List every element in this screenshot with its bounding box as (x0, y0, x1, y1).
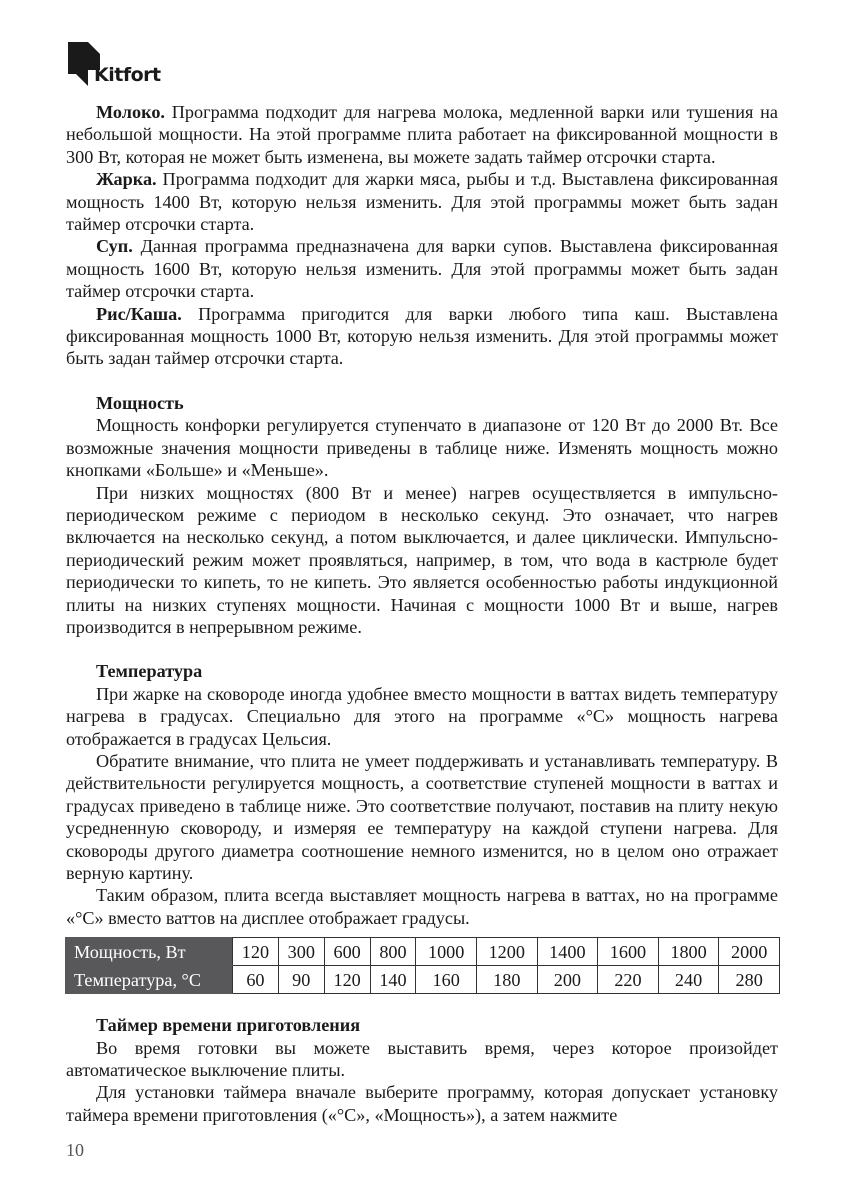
table-cell: 1200 (476, 938, 537, 966)
table-row-temperature (66, 966, 780, 994)
mode-milk (66, 101, 778, 168)
table-row-power (66, 938, 780, 966)
table-cell: 160 (416, 966, 477, 994)
table-cell: 1800 (658, 938, 719, 966)
mode-name: Рис/Каша. (96, 303, 182, 324)
mode-name: Молоко. (96, 102, 165, 122)
table-cell: 2000 (719, 938, 780, 966)
mode-text: Программа пригодится для варки любого типа каш. Выставлена фиксированная мощность 1000 Вт, которую нельзя изменить. Для этой программы может быть задан таймер отсрочки старта. (66, 303, 778, 369)
mode-name: Суп. (96, 236, 133, 257)
row-label-power: Мощность, Вт (66, 938, 233, 966)
temperature-paragraph-1: При жарке на сковороде иногда удобнее вместо мощности в ваттах видеть температуру нагрева в градусах. Специально для этого на программе «°C» мощность нагрева отображается в градусах Цельсия. (66, 683, 778, 749)
table-cell: 280 (719, 966, 780, 994)
temperature-paragraph-3: Таким образом, плита всегда выставляет мощность нагрева в ваттах, но на программе «°C» вместо ваттов на дисплее отображает градусы. (66, 885, 778, 928)
logo-text: Kitfort (94, 64, 161, 86)
timer-paragraph-2: Для установки таймера вначале выберите программу, которая допускает установку таймера времени приготовления («°C», «Мощность»), а затем нажмите (66, 1082, 778, 1125)
table-cell: 120 (324, 966, 370, 994)
table-cell: 140 (370, 966, 416, 994)
power-temperature-table (65, 937, 780, 994)
table-cell: 240 (658, 966, 719, 994)
timer-heading: Таймер времени приготовления (96, 1015, 361, 1036)
power-paragraph-1: Мощность конфорки регулируется ступенчато в диапазоне от 120 Вт до 2000 Вт. Все возможные значения мощности приведены в таблице ниже. Изменять мощность можно кнопками «Больше» и «Меньше». (66, 415, 778, 481)
table-cell: 120 (233, 938, 279, 966)
table-cell: 90 (278, 966, 324, 994)
temperature-paragraph-2: Обратите внимание, что плита не умеет поддерживать и устанавливать температуру. В действительности регулируется мощность, а соответствие ступеней мощности в ваттах и градусах приведено в таблице ниже. Это соответствие получают, поставив на плиту некую усредненную сковороду, и измеряя ее температуру на каждой ступени нагрева. Для сковороды другого диаметра соотношение немного изменится, но в целом оно отражает верную картину. (66, 750, 778, 883)
mode-soup (66, 235, 778, 302)
table-cell: 300 (278, 938, 324, 966)
temperature-heading: Температура (96, 661, 203, 682)
table-cell: 180 (476, 966, 537, 994)
mode-text: Данная программа предназначена для варки супов. Выставлена фиксированная мощность 1600 Вт, которую нельзя изменить. Для этой программы может быть задан таймер отсрочки старта. (66, 236, 778, 302)
row-label-temperature: Температура, °C (66, 966, 233, 994)
mode-fry (66, 168, 778, 235)
mode-rice (66, 303, 778, 370)
table-cell: 600 (324, 938, 370, 966)
table-cell: 1600 (598, 938, 659, 966)
power-heading: Мощность (96, 392, 184, 413)
timer-paragraph-1: Во время готовки вы можете выставить время, через которое произойдет автоматическое выключение плиты. (66, 1037, 778, 1081)
brand-logo (66, 40, 176, 90)
table-cell: 1400 (537, 938, 598, 966)
page-content (66, 101, 778, 1126)
mode-text: Программа подходит для жарки мяса, рыбы и т.д. Выставлена фиксированная мощность 1400 Вт, которую нельзя изменить. Для этой программы может быть задан таймер отсрочки старта. (66, 169, 778, 235)
power-paragraph-2: При низких мощностях (800 Вт и менее) нагрев осуществляется в импульсно-периодическом режиме с периодом в несколько секунд. Это означает, что нагрев включается на несколько секунд, а потом выключается, и далее циклически. Импульсно-периодический режим может проявляться, например, в том, что вода в кастрюле будет периодически то кипеть, то не кипеть. Это является особенностью работы индукционной плиты на низких ступенях мощности. Начиная с мощности 1000 Вт и выше, нагрев производится в непрерывном режиме. (66, 482, 778, 637)
mode-name: Жарка. (96, 169, 157, 190)
table-cell: 1000 (416, 938, 477, 966)
table-cell: 800 (370, 938, 416, 966)
page-number: 10 (66, 1140, 84, 1160)
mode-text: Программа подходит для нагрева молока, медленной варки или тушения на небольшой мощности. На этой программе плита работает на фиксированной мощности в 300 Вт, которая не может быть изменена, вы можете задать таймер отсрочки старта. (66, 102, 778, 167)
table-cell: 60 (233, 966, 279, 994)
table-cell: 200 (537, 966, 598, 994)
table-cell: 220 (598, 966, 659, 994)
